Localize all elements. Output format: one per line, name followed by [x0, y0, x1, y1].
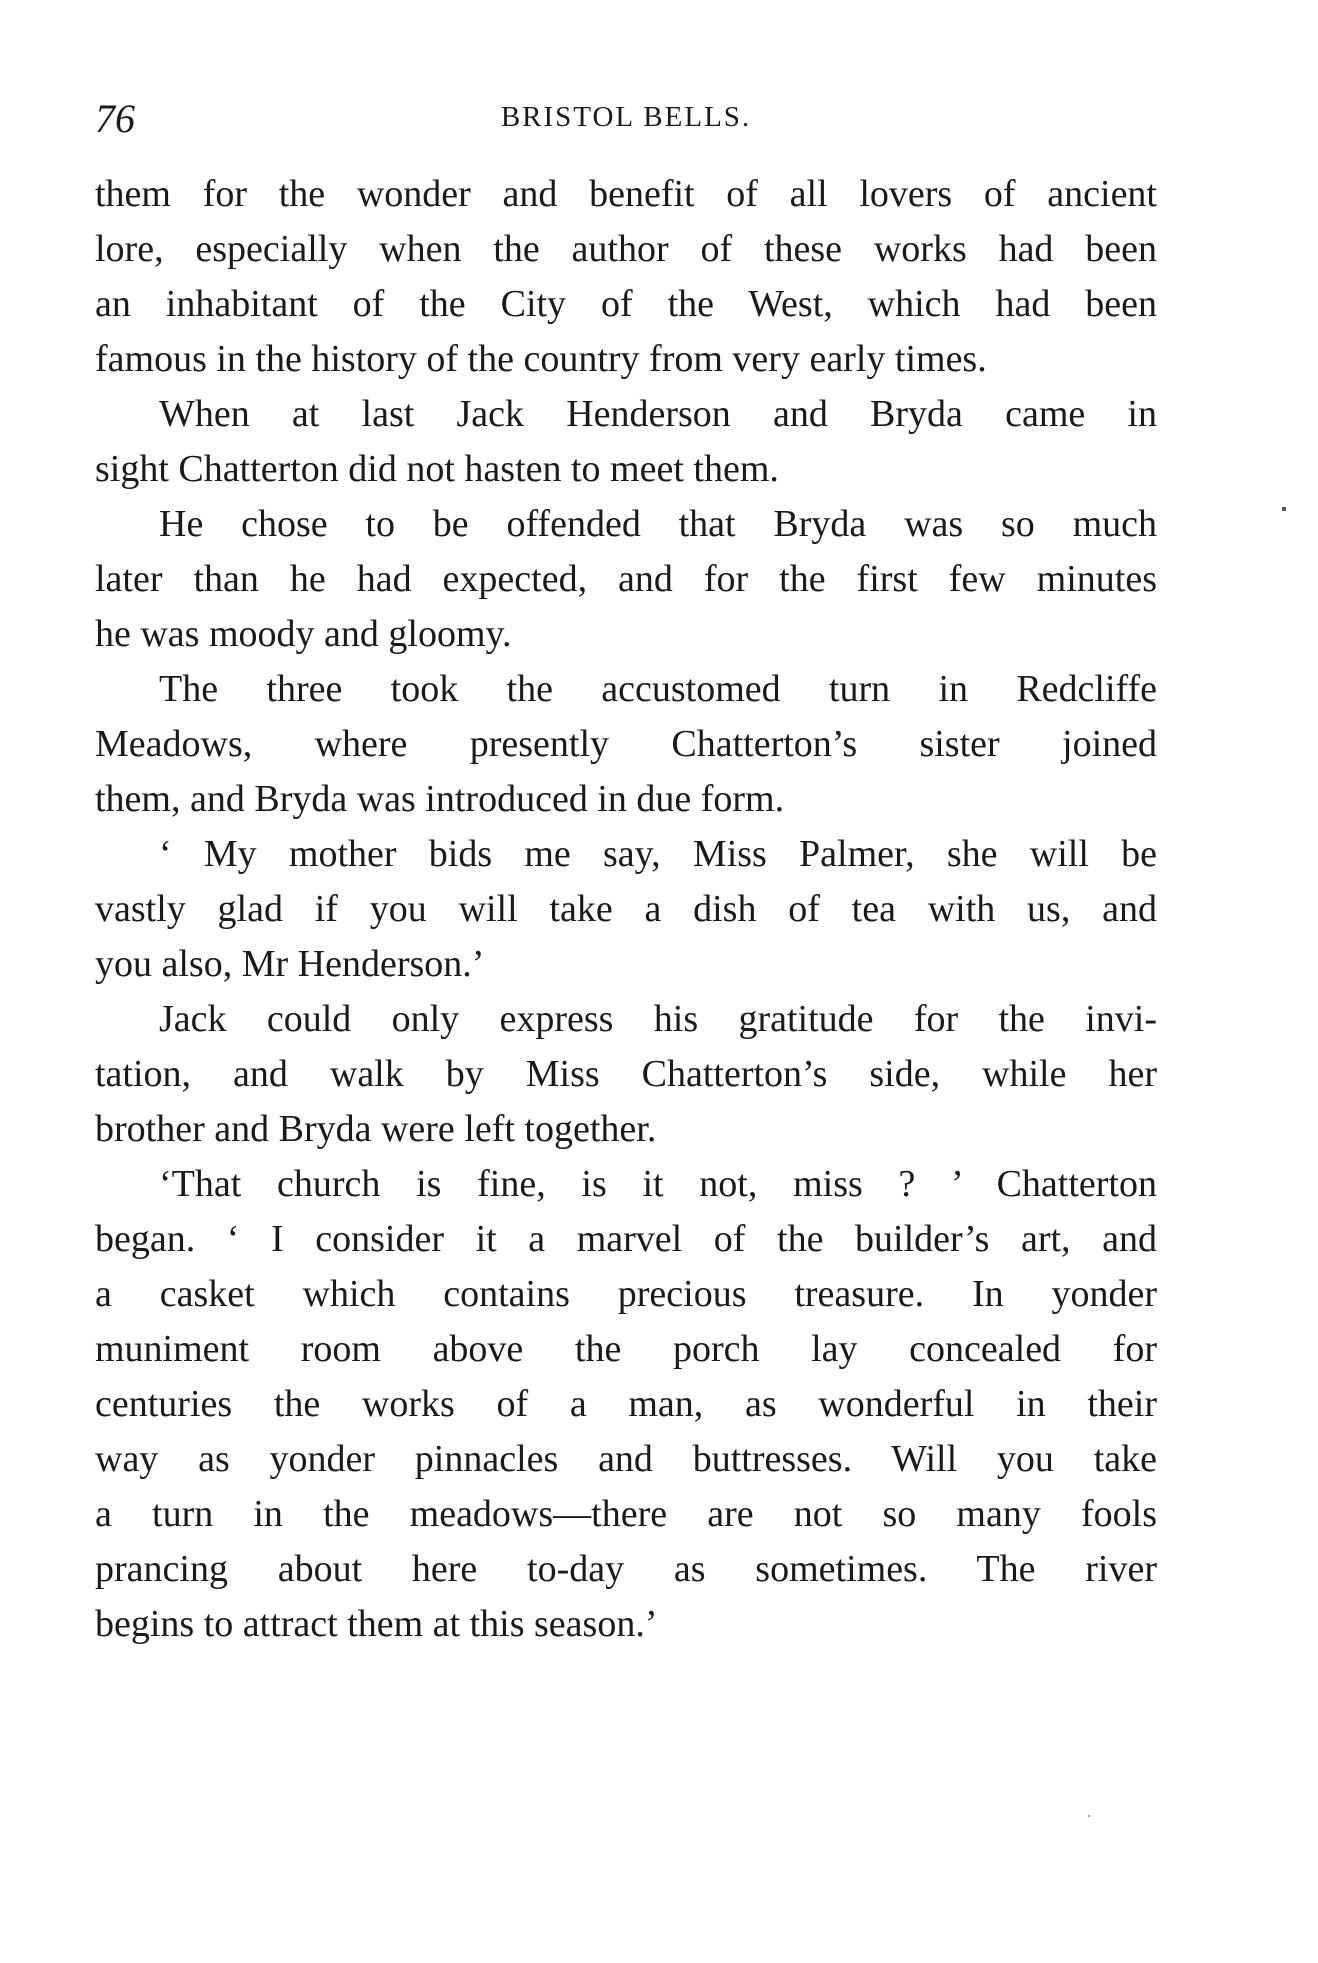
text-line: ‘ My mother bids me say, Miss Palmer, she will be [159, 833, 1157, 875]
text-line: he was moody and gloomy. [95, 613, 512, 655]
text-line: you also, Mr Henderson.’ [95, 943, 485, 985]
text-line: an inhabitant of the City of the West, which had been [95, 283, 1157, 325]
print-speck [1088, 1815, 1090, 1817]
text-line: begins to attract them at this season.’ [95, 1603, 658, 1645]
text-line: tation, and walk by Miss Chatterton’s side, while her [95, 1053, 1157, 1095]
text-line: sight Chatterton did not hasten to meet them. [95, 448, 779, 490]
running-title: BRISTOL BELLS. [500, 101, 752, 133]
text-line: The three took the accustomed turn in Redcliffe [159, 668, 1157, 710]
text-line: When at last Jack Henderson and Bryda came in [159, 393, 1157, 435]
text-line: famous in the history of the country from very early times. [95, 338, 987, 380]
text-line: began. ‘ I consider it a marvel of the builder’s art, and [95, 1218, 1157, 1260]
print-speck [1282, 507, 1286, 511]
text-line: Meadows, where presently Chatterton’s sister joined [95, 723, 1157, 765]
page-number: 76 [95, 96, 135, 141]
text-line: prancing about here to-day as sometimes. The river [95, 1548, 1157, 1590]
text-line: Jack could only express his gratitude for the invi- [159, 998, 1157, 1040]
text-line: ‘That church is fine, is it not, miss ? ’ Chatterton [159, 1163, 1157, 1205]
text-line: muniment room above the porch lay concealed for [95, 1328, 1157, 1370]
text-line: a casket which contains precious treasure. In yonder [95, 1273, 1157, 1315]
text-line: them, and Bryda was introduced in due form. [95, 778, 785, 820]
text-line: way as yonder pinnacles and buttresses. Will you take [95, 1438, 1157, 1480]
text-line: brother and Bryda were left together. [95, 1108, 657, 1150]
running-head [95, 95, 1157, 155]
body-text [95, 167, 1157, 1652]
book-page [95, 95, 1157, 1652]
text-line: vastly glad if you will take a dish of tea with us, and [95, 888, 1157, 930]
text-line: them for the wonder and benefit of all lovers of ancient [95, 173, 1157, 215]
text-line: a turn in the meadows—there are not so many fools [95, 1493, 1157, 1535]
text-line: He chose to be offended that Bryda was so much [159, 503, 1157, 545]
text-line: lore, especially when the author of these works had been [95, 228, 1157, 270]
text-line: later than he had expected, and for the first few minutes [95, 558, 1157, 600]
text-line: centuries the works of a man, as wonderful in their [95, 1383, 1157, 1425]
